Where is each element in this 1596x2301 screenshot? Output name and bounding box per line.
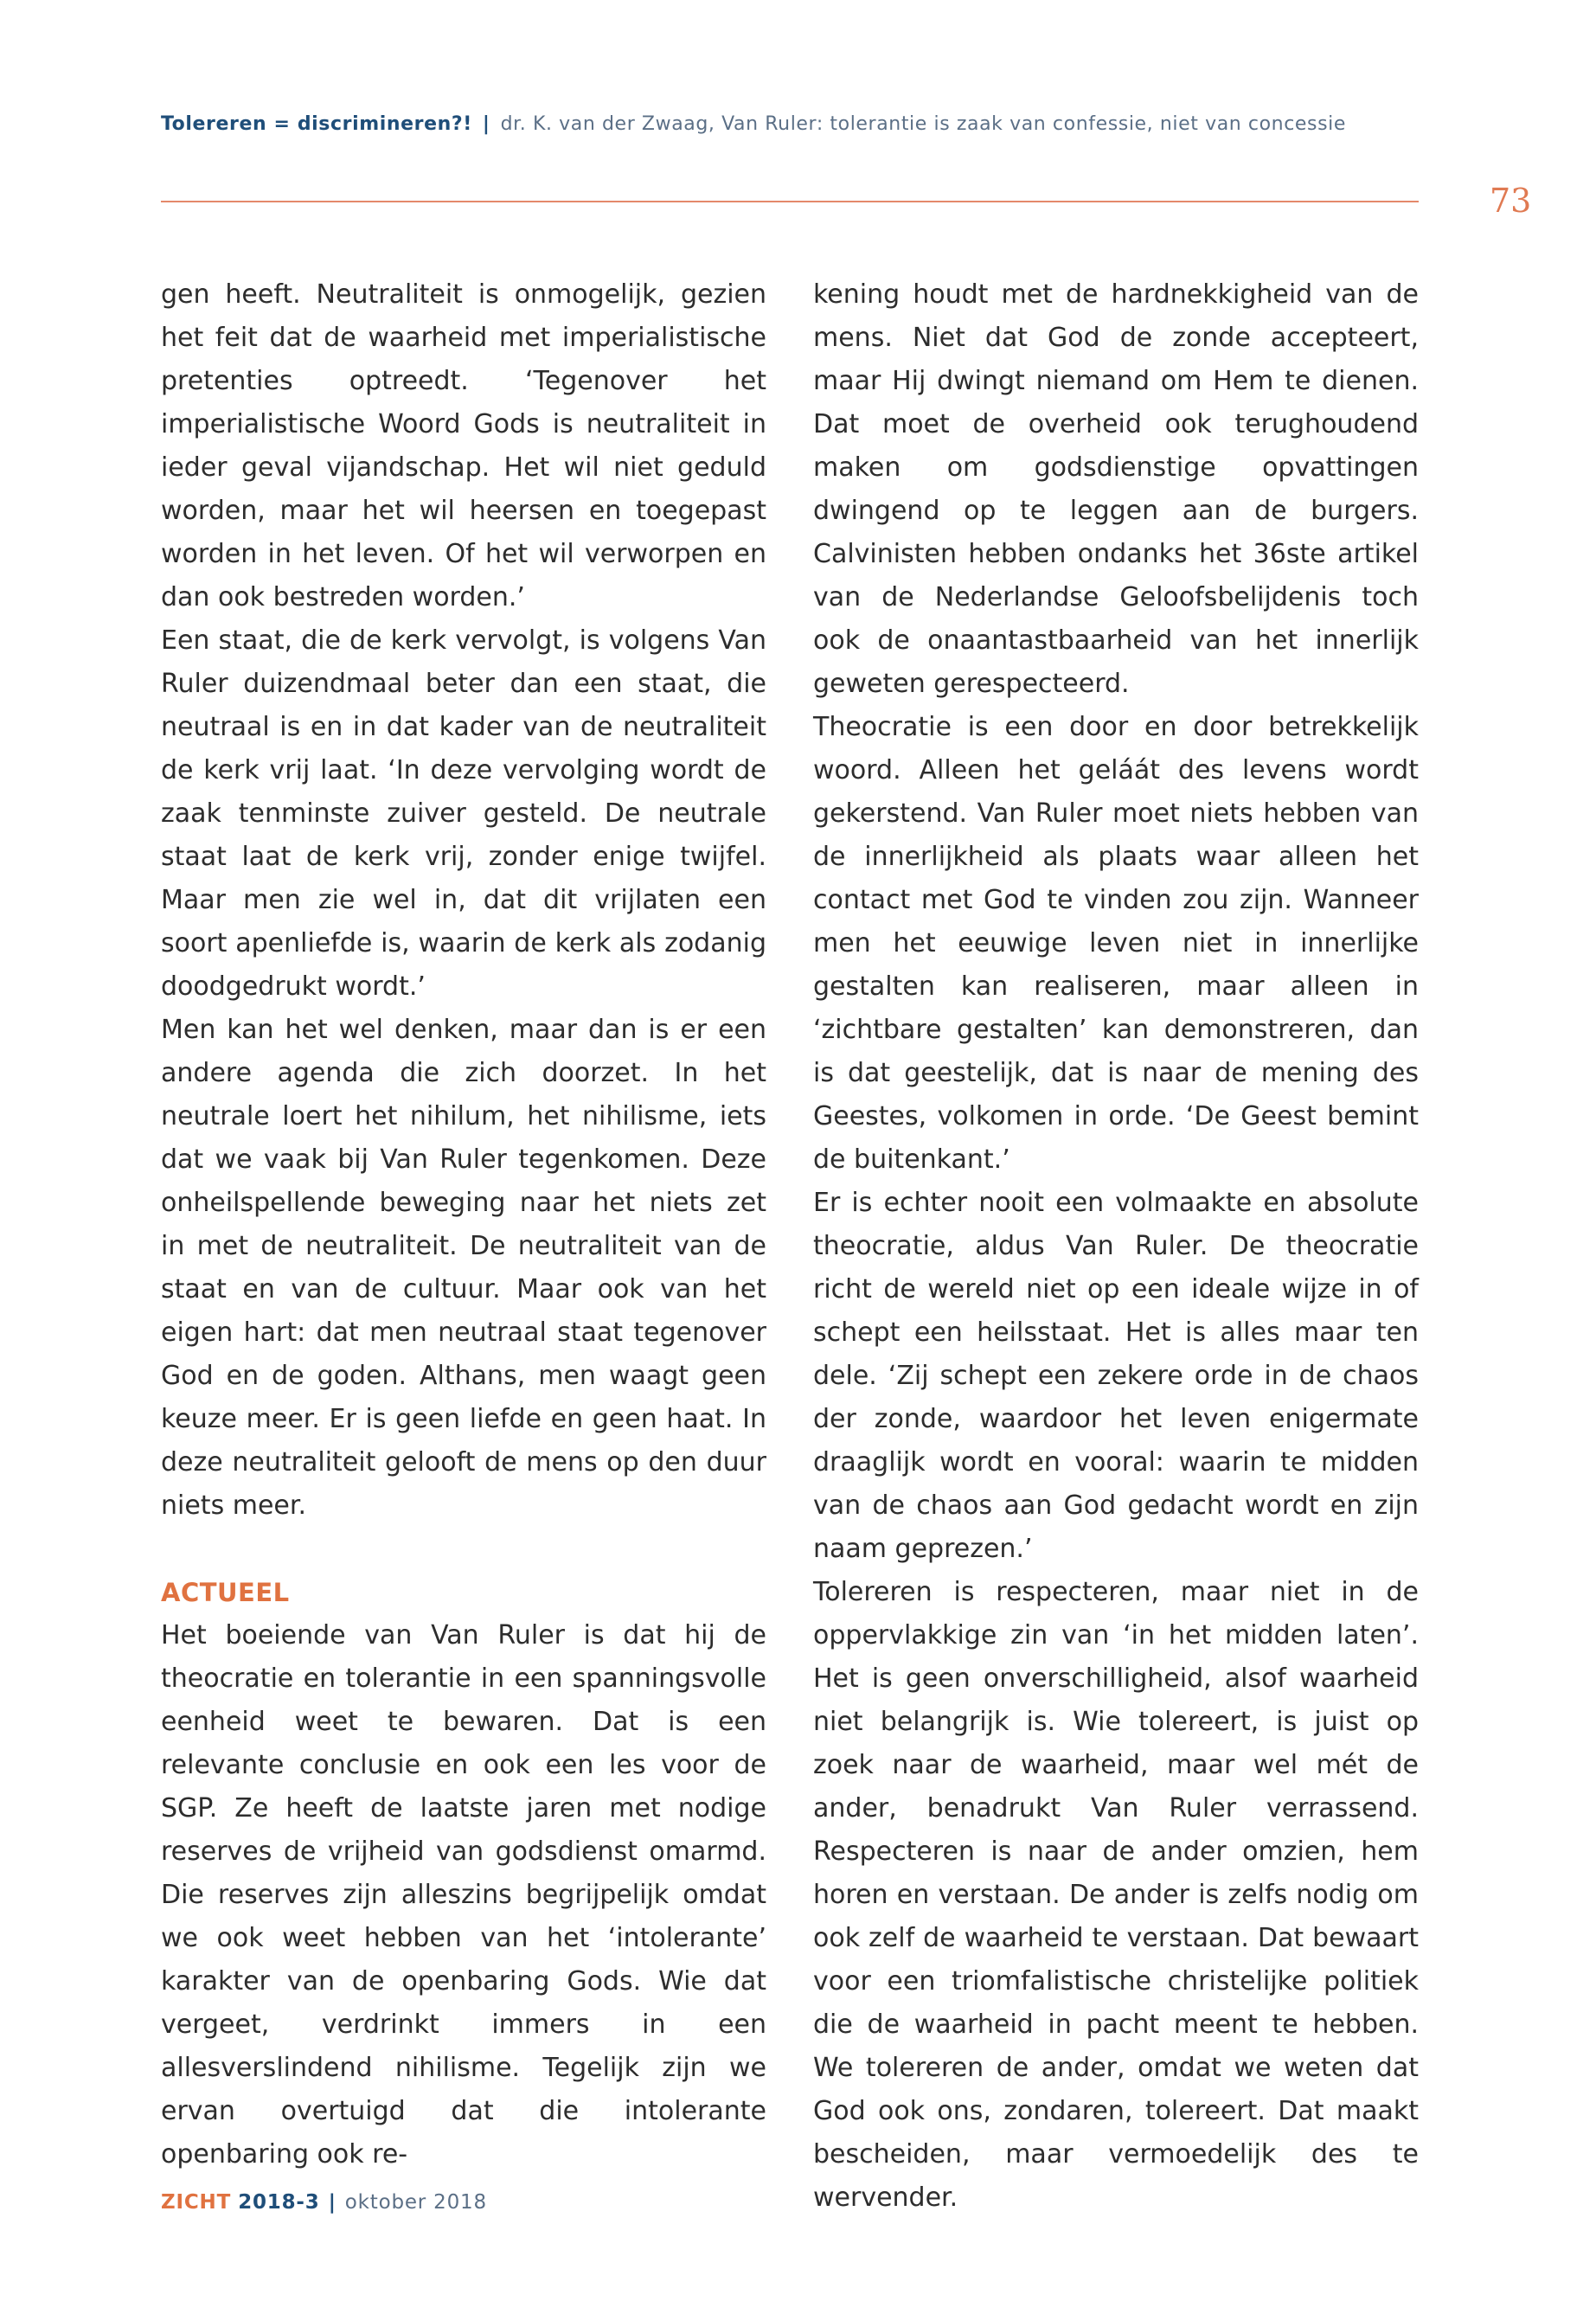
- footer-issue: 2018-3: [238, 2191, 320, 2214]
- running-header-separator: |: [482, 113, 490, 135]
- body-paragraph: Een staat, die de kerk vervolgt, is volgens Van Ruler duizendmaal beter dan een staat, die neutraal is en in dat kader van de neutraliteit de kerk vrij laat. ‘In deze vervolging wordt de zaak tenminste zuiver gesteld. De neutrale staat laat de kerk vrij, zonder enige twijfel. Maar men zie wel in, dat dit vrijlaten een soort apenliefde is, waarin de kerk als zodanig doodgedrukt wordt.’: [161, 625, 766, 1002]
- left-column: [161, 273, 766, 2176]
- section-heading-actueel: ACTUEEL: [161, 1578, 290, 1607]
- body-paragraph: kening houdt met de hardnekkigheid van de mens. Niet dat God de zonde accepteert, maar Hij dwingt niemand om Hem te dienen. Dat moet de overheid ook terughoudend maken om godsdienstige opvattingen dwingend op te leggen aan de burgers. Calvinisten hebben ondanks het 36ste artikel van de Nederlandse Geloofsbelijdenis toch ook de onaantastbaarheid van het innerlijk geweten gerespecteerd.: [813, 279, 1419, 699]
- right-column: [813, 273, 1419, 2220]
- body-paragraph: Men kan het wel denken, maar dan is er een andere agenda die zich doorzet. In het neutrale loert het nihilum, het nihilisme, iets dat we vaak bij Van Ruler tegenkomen. Deze onheilspellende beweging naar het niets zet in met de neutraliteit. De neutraliteit van de staat en van de cultuur. Maar ook van het eigen hart: dat men neutraal staat tegenover God en de goden. Althans, men waagt geen keuze meer. Er is geen liefde en geen haat. In deze neutraliteit gelooft de mens op den duur niets meer.: [161, 1015, 766, 1521]
- footer-separator: |: [328, 2191, 337, 2214]
- body-paragraph: gen heeft. Neutraliteit is onmogelijk, gezien het feit dat de waarheid met imperialistische pretenties optreedt. ‘Tegenover het imperialistische Woord Gods is neutraliteit in ieder geval vijandschap. Het wil niet geduld worden, maar het wil heersen en toegepast worden in het leven. Of het wil verworpen en dan ook bestreden worden.’: [161, 279, 766, 612]
- page-number: 73: [1490, 182, 1532, 220]
- body-paragraph: Tolereren is respecteren, maar niet in de oppervlakkige zin van ‘in het midden laten’. Het is geen onverschilligheid, alsof waarheid niet belangrijk is. Wie tolereert, is juist op zoek naar de waarheid, maar wel mét de ander, benadrukt Van Ruler verrassend. Respecteren is naar de ander omzien, hem horen en verstaan. De ander is zelfs nodig om ook zelf de waarheid te verstaan. Dat bewaart voor een triomfalistische christelijke politiek die de waarheid in pacht meent te hebben. We tolereren de ander, omdat we weten dat God ook ons, zondaren, tolereert. Dat maakt bescheiden, maar vermoedelijk des te wervender.: [813, 1577, 1419, 2213]
- running-header-title: Tolereren = discrimineren?!: [161, 113, 472, 135]
- body-paragraph: Er is echter nooit een volmaakte en absolute theocratie, aldus Van Ruler. De theocratie richt de wereld niet op een ideale wijze in of schept een heilsstaat. Het is alles maar ten dele. ‘Zij schept een zekere orde in de chaos der zonde, waardoor het leven enigermate draaglijk wordt en vooral: waarin te midden van de chaos aan God gedacht wordt en zijn naam geprezen.’: [813, 1188, 1419, 1564]
- footer-date: oktober 2018: [344, 2191, 487, 2214]
- header-rule: [161, 201, 1419, 202]
- running-header-subtitle: dr. K. van der Zwaag, Van Ruler: tolerantie is zaak van confessie, niet van concessie: [500, 113, 1347, 135]
- body-paragraph: Theocratie is een door en door betrekkelijk woord. Alleen het geláát des levens wordt gekerstend. Van Ruler moet niets hebben van de innerlijkheid als plaats waar alleen het contact met God te vinden zou zijn. Wanneer men het eeuwige leven niet in innerlijke gestalten kan realiseren, maar alleen in ‘zichtbare gestalten’ kan demonstreren, dan is dat geestelijk, dat is naar de mening des Geestes, volkomen in orde. ‘De Geest bemint de buitenkant.’: [813, 712, 1419, 1175]
- footer-magazine-name: ZICHT: [161, 2191, 232, 2214]
- body-paragraph: Het boeiende van Van Ruler is dat hij de theocratie en tolerantie in een spanningsvolle eenheid weet te bewaren. Dat is een relevante conclusie en ook een les voor de SGP. Ze heeft de laatste jaren met nodige reserves de vrijheid van godsdienst omarmd. Die reserves zijn alleszins begrijpelijk omdat we ook weet hebben van het ‘intolerante’ karakter van de openbaring Gods. Wie dat vergeet, verdrinkt immers in een allesverslindend nihilisme. Tegelijk zijn we ervan overtuigd dat die intolerante openbaring ook re-: [161, 1620, 766, 2170]
- page-footer: [161, 2191, 487, 2214]
- running-header: [161, 113, 1346, 135]
